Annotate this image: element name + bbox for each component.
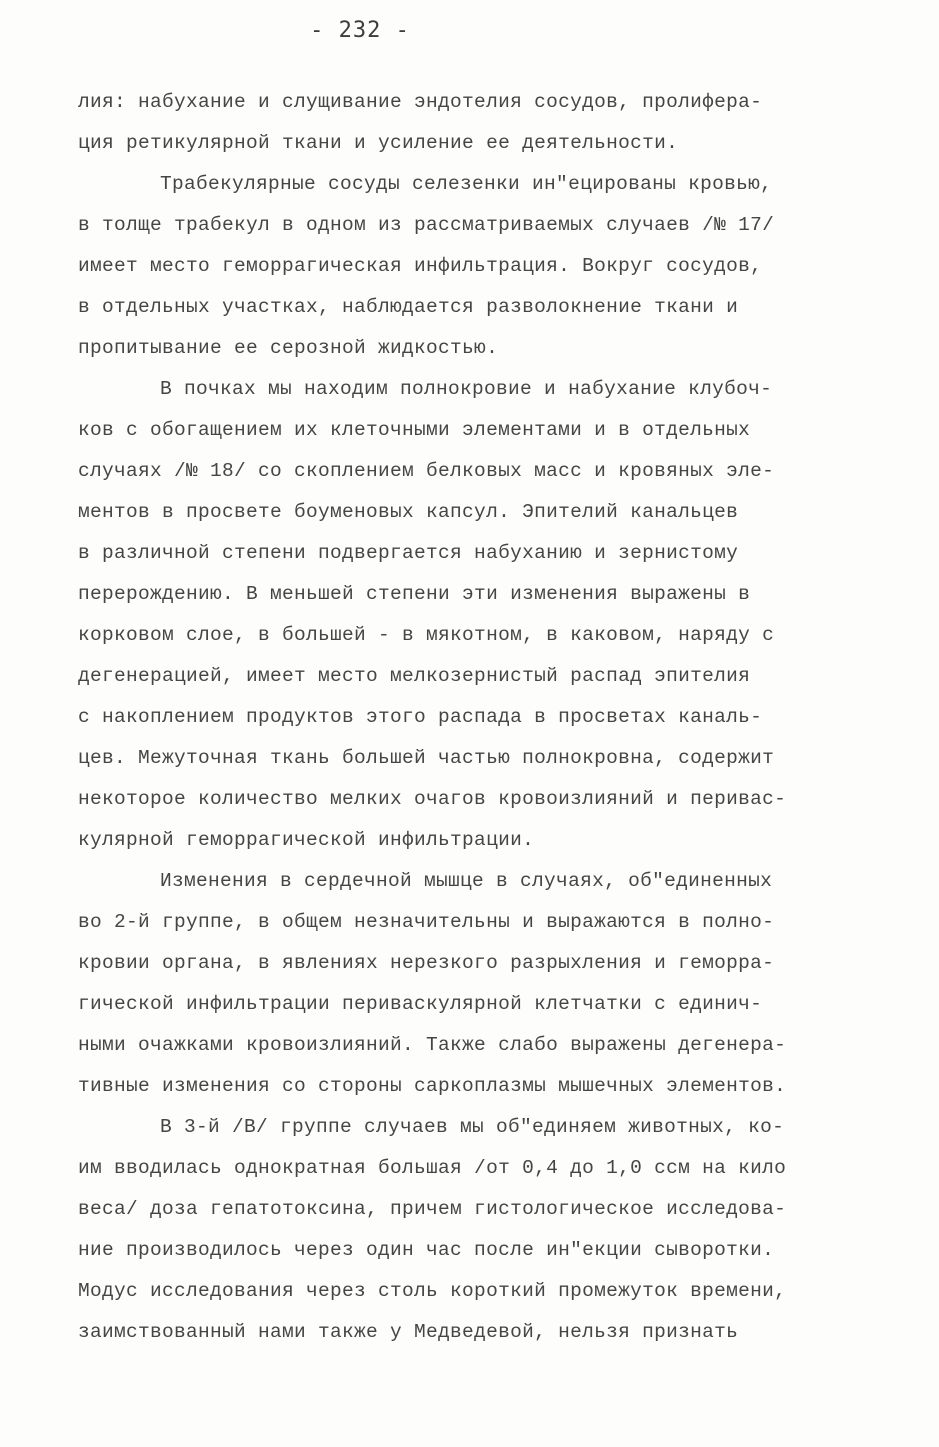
- text-line: Изменения в сердечной мышце в случаях, об"единенных: [160, 870, 773, 892]
- text-line: тивные изменения со стороны саркоплазмы мышечных элементов.: [78, 1075, 787, 1097]
- text-line: кулярной геморрагической инфильтрации.: [78, 829, 535, 851]
- text-line: во 2-й группе, в общем незначительны и выражаются в полно-: [78, 911, 775, 933]
- text-line: корковом слое, в большей - в мякотном, в каковом, наряду с: [78, 624, 775, 646]
- text-line: с накоплением продуктов этого распада в просветах каналь-: [78, 706, 763, 728]
- text-line: лия: набухание и слущивание эндотелия сосудов, пролифера-: [78, 91, 763, 113]
- text-line: веса/ доза гепатотоксина, причем гистологическое исследова-: [78, 1198, 787, 1220]
- text-line: Модус исследования через столь короткий промежуток времени,: [78, 1280, 787, 1302]
- text-line: в различной степени подвергается набуханию и зернистому: [78, 542, 739, 564]
- text-line: Трабекулярные сосуды селезенки ин"ецированы кровью,: [160, 173, 773, 195]
- text-line: заимствованный нами также у Медведевой, нельзя признать: [78, 1321, 739, 1343]
- text-line: в толще трабекул в одном из рассматриваемых случаев /№ 17/: [78, 214, 775, 236]
- text-line: ными очажками кровоизлияний. Также слабо выражены дегенера-: [78, 1034, 787, 1056]
- text-line: пропитывание ее серозной жидкостью.: [78, 337, 499, 359]
- text-line: ментов в просвете боуменовых капсул. Эпителий канальцев: [78, 501, 739, 523]
- text-line: некоторое количество мелких очагов кровоизлияний и перивас-: [78, 788, 787, 810]
- page-number: - 232 -: [310, 18, 410, 43]
- text-line: имеет место геморрагическая инфильтрация. Вокруг сосудов,: [78, 255, 763, 277]
- text-line: ция ретикулярной ткани и усиление ее деятельности.: [78, 132, 679, 154]
- text-line: кровии органа, в явлениях нерезкого разрыхления и геморра-: [78, 952, 775, 974]
- text-line: им вводилась однократная большая /от 0,4 до 1,0 ccм на кило: [78, 1157, 787, 1179]
- text-line: цев. Межуточная ткань большей частью полнокровна, содержит: [78, 747, 775, 769]
- text-line: случаях /№ 18/ со скоплением белковых масс и кровяных эле-: [78, 460, 775, 482]
- text-line: В почках мы находим полнокровие и набухание клубоч-: [160, 378, 773, 400]
- text-line: ние производилось через один час после ин"екции сыворотки.: [78, 1239, 775, 1261]
- text-line: перерождению. В меньшей степени эти изменения выражены в: [78, 583, 751, 605]
- text-line: В 3-й /В/ группе случаев мы об"единяем животных, ко-: [160, 1116, 785, 1138]
- text-line: гической инфильтрации периваскулярной клетчатки с единич-: [78, 993, 763, 1015]
- body-text: [78, 82, 878, 1353]
- text-line: в отдельных участках, наблюдается разволокнение ткани и: [78, 296, 739, 318]
- text-line: ков с обогащением их клеточными элементами и в отдельных: [78, 419, 751, 441]
- text-line: дегенерацией, имеет место мелкозернистый распад эпителия: [78, 665, 751, 687]
